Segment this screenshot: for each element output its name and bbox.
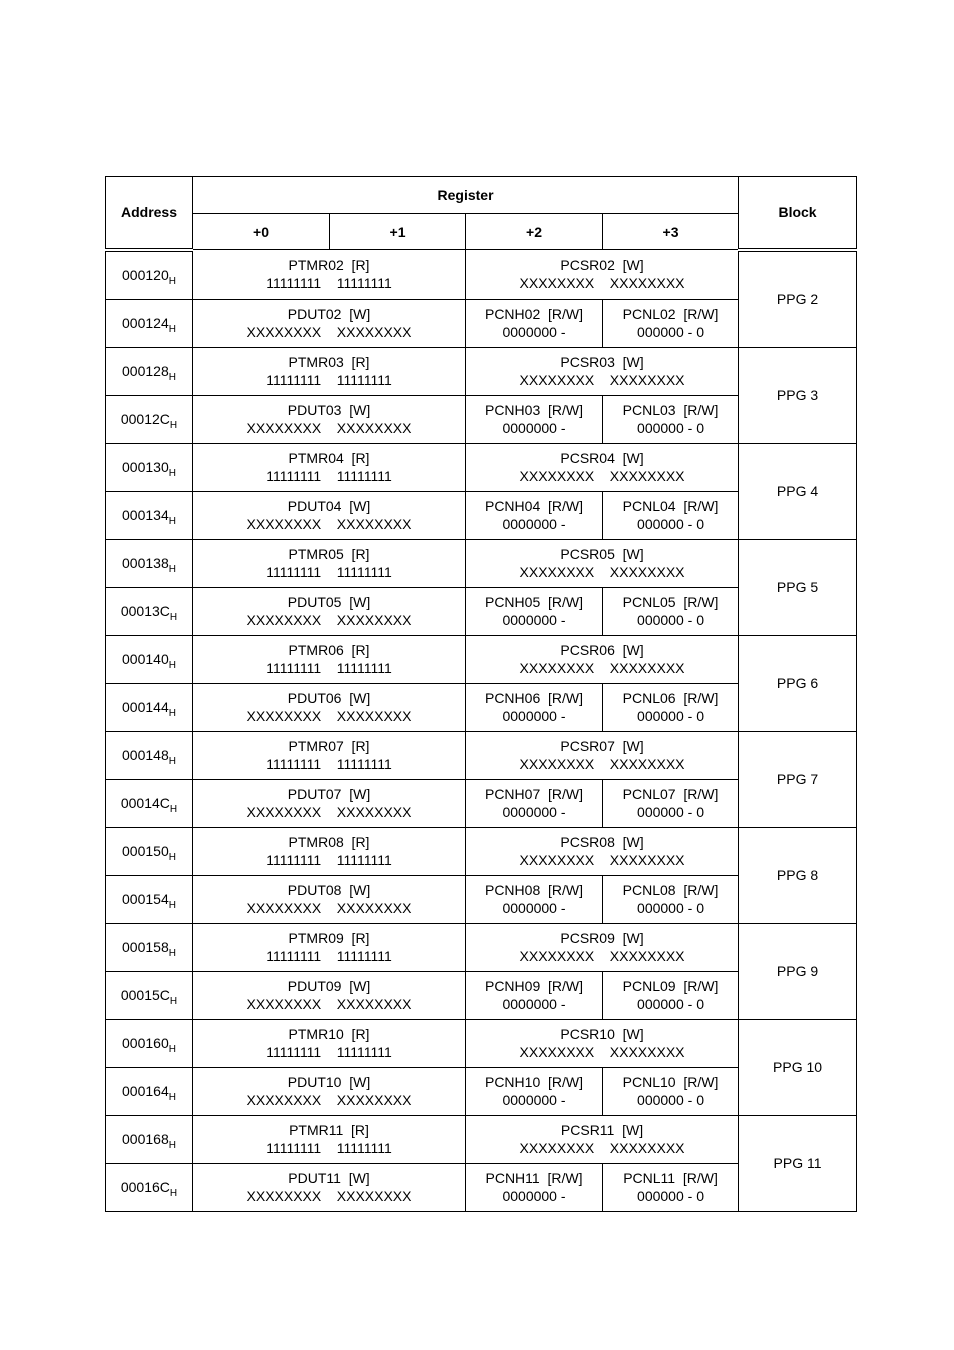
register-cell-offset-3: [603, 875, 739, 923]
address-suffix: H: [168, 1092, 176, 1103]
register-cell-high: [466, 250, 739, 300]
register-name: PCSR11 [W]: [560, 1122, 644, 1138]
address-cell: [106, 443, 193, 491]
address-suffix: H: [168, 324, 176, 335]
register-name: PTMR02 [R]: [288, 257, 370, 274]
register-cell-high: [466, 731, 739, 779]
register-initial-value: 0000000 -: [502, 1092, 566, 1108]
register-name: PCSR08 [W]: [560, 834, 644, 850]
register-initial-value: XXXXXXXX XXXXXXXX: [246, 900, 412, 916]
block-cell: PPG 2: [739, 250, 857, 348]
register-cell-offset-3: [603, 1067, 739, 1115]
table-row: [106, 443, 857, 491]
register-map-table: [105, 176, 857, 1212]
register-cell-low: [193, 347, 466, 395]
offset-header-1: +1: [330, 214, 466, 250]
register-cell-offset-2: [466, 1067, 603, 1115]
register-initial-value: XXXXXXXX XXXXXXXX: [246, 516, 412, 532]
register-name: PDUT10 [W]: [287, 1074, 371, 1090]
register-name: PCNL10 [R/W]: [622, 1074, 719, 1090]
address-suffix: H: [169, 612, 178, 623]
block-cell: PPG 11: [739, 1115, 857, 1211]
register-name: PDUT11 [W]: [288, 1170, 370, 1186]
block-cell: PPG 3: [739, 347, 857, 443]
register-initial-value: XXXXXXXX XXXXXXXX: [246, 804, 412, 820]
register-initial-value: 11111111 11111111: [266, 372, 392, 388]
register-name: PCNL09 [R/W]: [622, 978, 719, 994]
address-value: 00016C: [120, 1179, 170, 1195]
register-cell-low: [193, 875, 466, 923]
register-initial-value: 0000000 -: [502, 708, 566, 724]
register-name: PTMR09 [R]: [288, 930, 370, 946]
register-name: PCSR03 [W]: [560, 354, 644, 370]
address-suffix: H: [169, 1188, 178, 1199]
register-initial-value: XXXXXXXX XXXXXXXX: [519, 372, 685, 388]
address-value: 00015C: [120, 987, 170, 1003]
register-initial-value: 0000000 -: [502, 1188, 566, 1204]
register-cell-low: [193, 395, 466, 443]
address-suffix: H: [168, 276, 176, 287]
table-row: [106, 539, 857, 587]
register-cell-offset-2: [466, 395, 603, 443]
address-suffix: H: [168, 1140, 176, 1151]
register-initial-value: XXXXXXXX XXXXXXXX: [519, 1044, 685, 1060]
address-suffix: H: [168, 852, 176, 863]
address-cell: [106, 1019, 193, 1067]
block-cell: PPG 7: [739, 731, 857, 827]
register-name: PCNL08 [R/W]: [622, 882, 719, 898]
register-name: PCNL11 [R/W]: [623, 1170, 718, 1186]
address-suffix: H: [168, 756, 176, 767]
register-name: PCNH06 [R/W]: [484, 690, 583, 706]
address-cell: [106, 779, 193, 827]
register-name: PTMR07 [R]: [288, 738, 370, 754]
address-cell: [106, 1163, 193, 1211]
register-name: PTMR04 [R]: [288, 450, 370, 466]
register-cell-offset-3: [603, 395, 739, 443]
register-cell-low: [193, 923, 466, 971]
register-name: PTMR06 [R]: [288, 642, 370, 658]
register-name: PDUT07 [W]: [287, 786, 371, 802]
offset-header-2: +2: [466, 214, 603, 250]
address-value: 000150: [122, 843, 169, 859]
register-name: PDUT06 [W]: [287, 690, 371, 706]
address-value: 000134: [122, 507, 169, 523]
register-cell-low: [193, 539, 466, 587]
register-header: Register: [193, 177, 739, 214]
register-cell-offset-2: [466, 779, 603, 827]
register-name: PTMR08 [R]: [288, 834, 370, 850]
address-cell: [106, 1067, 193, 1115]
register-initial-value: XXXXXXXX XXXXXXXX: [519, 468, 685, 484]
block-cell: PPG 6: [739, 635, 857, 731]
register-initial-value: 000000 - 0: [637, 612, 704, 628]
register-cell-high: [466, 1019, 739, 1067]
register-initial-value: XXXXXXXX XXXXXXXX: [246, 1188, 412, 1204]
register-name: PCNH03 [R/W]: [484, 402, 583, 418]
register-initial-value: 11111111 11111111: [266, 852, 392, 868]
address-value: 000128: [122, 363, 169, 379]
register-cell-low: [193, 1115, 466, 1163]
register-cell-offset-2: [466, 299, 603, 347]
register-name: PDUT09 [W]: [287, 978, 371, 994]
address-suffix: H: [169, 996, 178, 1007]
register-cell-low: [193, 971, 466, 1019]
register-name: PCSR07 [W]: [560, 738, 644, 754]
register-cell-offset-2: [466, 875, 603, 923]
register-name: PDUT08 [W]: [287, 882, 371, 898]
register-name: PCNH09 [R/W]: [484, 978, 583, 994]
register-initial-value: 0000000 -: [502, 516, 566, 532]
register-initial-value: XXXXXXXX XXXXXXXX: [246, 708, 412, 724]
register-cell-offset-3: [603, 683, 739, 731]
register-initial-value: 000000 - 0: [637, 804, 704, 820]
address-value: 000140: [122, 651, 169, 667]
table-row: [106, 347, 857, 395]
register-cell-offset-3: [603, 587, 739, 635]
register-cell-high: [466, 635, 739, 683]
register-initial-value: XXXXXXXX XXXXXXXX: [519, 660, 685, 676]
register-initial-value: 000000 - 0: [637, 1188, 704, 1204]
address-cell: [106, 299, 193, 347]
register-initial-value: 0000000 -: [502, 324, 566, 340]
register-cell-low: [193, 827, 466, 875]
address-suffix: H: [168, 660, 176, 671]
register-cell-high: [466, 1115, 739, 1163]
table-row: [106, 1019, 857, 1067]
register-cell-high: [466, 443, 739, 491]
register-cell-offset-3: [603, 779, 739, 827]
table-row: [106, 731, 857, 779]
register-initial-value: 11111111 11111111: [266, 660, 392, 676]
address-cell: [106, 250, 193, 300]
address-value: 000144: [122, 699, 169, 715]
register-cell-low: [193, 587, 466, 635]
register-cell-offset-2: [466, 683, 603, 731]
address-cell: [106, 635, 193, 683]
address-suffix: H: [168, 564, 176, 575]
address-value: 000130: [122, 459, 169, 475]
register-initial-value: XXXXXXXX XXXXXXXX: [519, 852, 685, 868]
register-cell-low: [193, 1163, 466, 1211]
register-name: PCNL06 [R/W]: [622, 690, 719, 706]
register-cell-low: [193, 491, 466, 539]
register-name: PCSR02 [W]: [560, 257, 644, 274]
address-cell: [106, 875, 193, 923]
register-cell-low: [193, 779, 466, 827]
block-header: Block: [739, 177, 857, 250]
header-row: [106, 177, 857, 214]
register-initial-value: 11111111 11111111: [266, 1140, 392, 1156]
block-cell: PPG 5: [739, 539, 857, 635]
address-cell: [106, 971, 193, 1019]
address-value: 000124: [122, 315, 169, 331]
address-value: 000138: [122, 555, 169, 571]
block-cell: PPG 10: [739, 1019, 857, 1115]
register-name: PCSR05 [W]: [560, 546, 644, 562]
register-initial-value: 000000 - 0: [637, 420, 704, 436]
table-row: [106, 923, 857, 971]
register-cell-offset-2: [466, 491, 603, 539]
address-suffix: H: [168, 1044, 176, 1055]
register-name: PCNL05 [R/W]: [622, 594, 719, 610]
register-cell-low: [193, 1019, 466, 1067]
register-name: PCSR10 [W]: [560, 1026, 644, 1042]
address-suffix: H: [168, 516, 176, 527]
register-cell-high: [466, 539, 739, 587]
register-initial-value: 11111111 11111111: [266, 564, 392, 580]
address-suffix: H: [168, 708, 176, 719]
address-suffix: H: [168, 948, 176, 959]
register-initial-value: 000000 - 0: [637, 1092, 704, 1108]
address-value: 000154: [122, 891, 169, 907]
address-cell: [106, 395, 193, 443]
register-name: PCNL07 [R/W]: [622, 786, 719, 802]
address-cell: [106, 683, 193, 731]
register-initial-value: 11111111 11111111: [266, 468, 392, 484]
register-initial-value: 11111111 11111111: [266, 275, 392, 292]
address-suffix: H: [169, 804, 178, 815]
register-initial-value: 000000 - 0: [637, 324, 704, 340]
address-cell: [106, 923, 193, 971]
register-initial-value: XXXXXXXX XXXXXXXX: [519, 275, 685, 292]
address-cell: [106, 491, 193, 539]
address-value: 000148: [122, 747, 169, 763]
register-initial-value: XXXXXXXX XXXXXXXX: [519, 756, 685, 772]
register-name: PCNL03 [R/W]: [622, 402, 719, 418]
register-cell-offset-2: [466, 1163, 603, 1211]
register-initial-value: XXXXXXXX XXXXXXXX: [246, 324, 412, 340]
block-cell: PPG 4: [739, 443, 857, 539]
register-initial-value: XXXXXXXX XXXXXXXX: [246, 1092, 412, 1108]
register-name: PDUT02 [W]: [287, 306, 371, 322]
register-initial-value: XXXXXXXX XXXXXXXX: [246, 612, 412, 628]
register-name: PCNH10 [R/W]: [484, 1074, 583, 1090]
register-initial-value: 000000 - 0: [637, 516, 704, 532]
register-cell-high: [466, 827, 739, 875]
address-suffix: H: [168, 372, 176, 383]
register-initial-value: 000000 - 0: [637, 996, 704, 1012]
table-row: [106, 1115, 857, 1163]
register-initial-value: 0000000 -: [502, 612, 566, 628]
register-cell-low: [193, 299, 466, 347]
register-initial-value: 11111111 11111111: [266, 948, 392, 964]
register-cell-low: [193, 443, 466, 491]
register-name: PTMR11 [R]: [289, 1122, 369, 1138]
register-initial-value: 0000000 -: [502, 996, 566, 1012]
address-value: 00014C: [120, 795, 170, 811]
address-header: Address: [106, 177, 193, 250]
register-name: PTMR05 [R]: [288, 546, 370, 562]
register-cell-low: [193, 731, 466, 779]
register-cell-high: [466, 347, 739, 395]
register-name: PCNL02 [R/W]: [622, 306, 719, 322]
address-value: 00013C: [120, 603, 170, 619]
address-value: 00012C: [120, 411, 170, 427]
address-cell: [106, 1115, 193, 1163]
table-row: [106, 827, 857, 875]
register-name: PCSR04 [W]: [560, 450, 644, 466]
address-suffix: H: [168, 468, 176, 479]
register-cell-low: [193, 683, 466, 731]
register-cell-low: [193, 1067, 466, 1115]
register-name: PCSR06 [W]: [560, 642, 644, 658]
register-initial-value: 0000000 -: [502, 804, 566, 820]
register-cell-low: [193, 250, 466, 300]
address-value: 000164: [122, 1083, 169, 1099]
block-cell: PPG 8: [739, 827, 857, 923]
address-suffix: H: [168, 900, 176, 911]
register-cell-offset-3: [603, 299, 739, 347]
address-cell: [106, 347, 193, 395]
address-cell: [106, 539, 193, 587]
address-cell: [106, 731, 193, 779]
register-initial-value: XXXXXXXX XXXXXXXX: [246, 996, 412, 1012]
address-value: 000158: [122, 939, 169, 955]
register-initial-value: XXXXXXXX XXXXXXXX: [519, 564, 685, 580]
address-value: 000120: [122, 267, 169, 283]
register-initial-value: 11111111 11111111: [266, 756, 392, 772]
register-initial-value: 000000 - 0: [637, 708, 704, 724]
block-cell: PPG 9: [739, 923, 857, 1019]
register-initial-value: XXXXXXXX XXXXXXXX: [246, 420, 412, 436]
register-cell-offset-3: [603, 1163, 739, 1211]
table-row: [106, 250, 857, 300]
register-name: PCNH05 [R/W]: [484, 594, 583, 610]
register-cell-low: [193, 635, 466, 683]
address-cell: [106, 587, 193, 635]
register-cell-high: [466, 923, 739, 971]
register-cell-offset-3: [603, 491, 739, 539]
register-cell-offset-2: [466, 971, 603, 1019]
register-name: PCNH07 [R/W]: [484, 786, 583, 802]
register-initial-value: XXXXXXXX XXXXXXXX: [519, 1140, 685, 1156]
register-name: PCNL04 [R/W]: [622, 498, 719, 514]
register-name: PCSR09 [W]: [560, 930, 644, 946]
register-name: PDUT05 [W]: [287, 594, 371, 610]
register-initial-value: 0000000 -: [502, 900, 566, 916]
register-name: PDUT03 [W]: [287, 402, 371, 418]
address-suffix: H: [169, 420, 178, 431]
offset-header-3: +3: [603, 214, 739, 250]
register-rows: [106, 250, 857, 1212]
table-row: [106, 635, 857, 683]
register-name: PCNH04 [R/W]: [484, 498, 583, 514]
address-cell: [106, 827, 193, 875]
register-name: PCNH02 [R/W]: [484, 306, 583, 322]
register-name: PCNH11 [R/W]: [485, 1170, 583, 1186]
register-cell-offset-3: [603, 971, 739, 1019]
register-initial-value: 11111111 11111111: [266, 1044, 392, 1060]
register-initial-value: XXXXXXXX XXXXXXXX: [519, 948, 685, 964]
register-name: PTMR10 [R]: [288, 1026, 370, 1042]
address-value: 000168: [122, 1131, 169, 1147]
address-value: 000160: [122, 1035, 169, 1051]
register-name: PTMR03 [R]: [288, 354, 370, 370]
register-name: PCNH08 [R/W]: [484, 882, 583, 898]
offset-header-0: +0: [193, 214, 330, 250]
register-initial-value: 000000 - 0: [637, 900, 704, 916]
register-name: PDUT04 [W]: [287, 498, 371, 514]
register-initial-value: 0000000 -: [502, 420, 566, 436]
register-cell-offset-2: [466, 587, 603, 635]
